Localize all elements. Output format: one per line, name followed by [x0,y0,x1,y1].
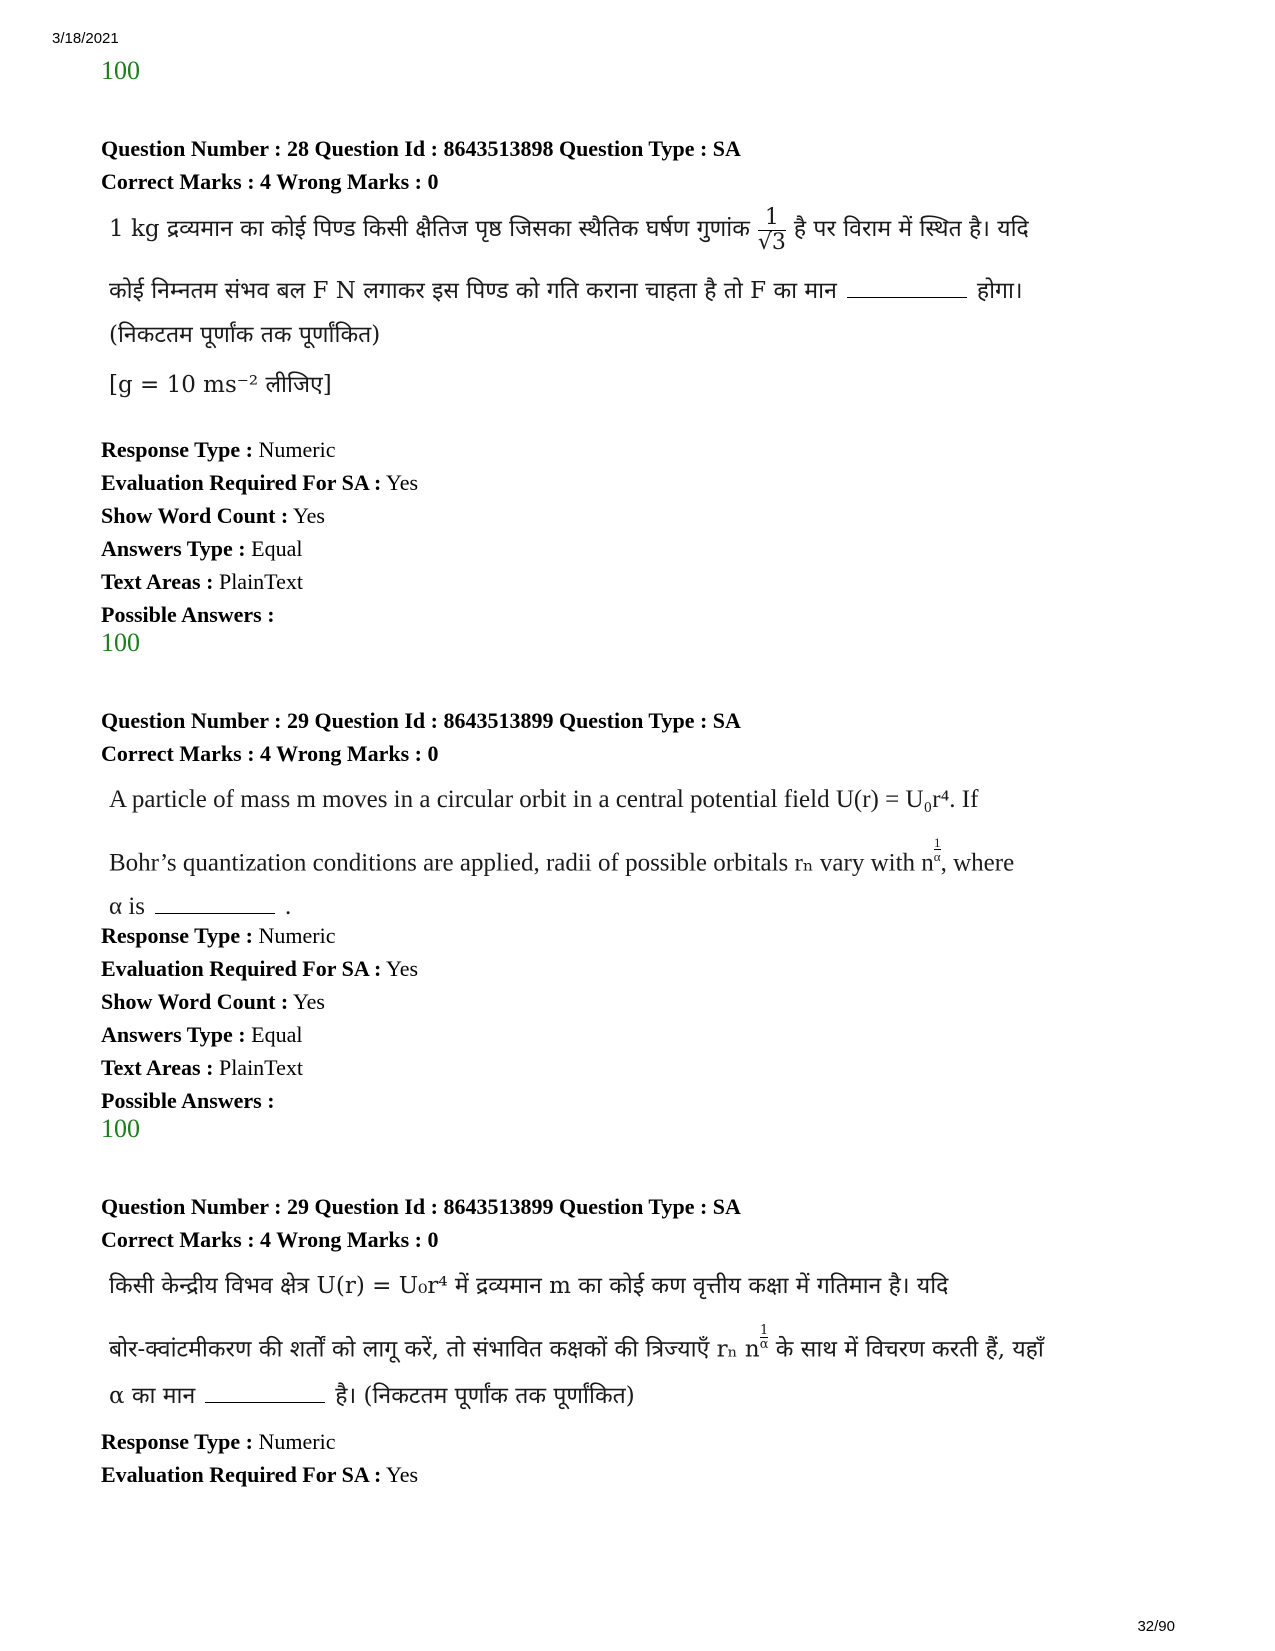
question-29-hi-meta: Response Type : Numeric Evaluation Required For SA : Yes [101,1429,419,1487]
answer-blank [847,296,967,298]
question-header: Question Number : 28 Question Id : 8643513898 Question Type : SA [101,136,741,161]
question-29-en [101,704,1181,927]
question-text: किसी केन्द्रीय विभव क्षेत्र U(r) = U₀r⁴ में द्रव्यमान m का कोई कण वृत्तीय कक्षा में गतिमान है। यदि बोर-क्वांटमीकरण की शर्तों को लागू करें, तो संभावित कक्षकों की त्रिज्याएँ rₙ n $\frac{1}{\alpha}$ के साथ में विचरण करती हैं, यहाँ α का मान है। (निकटतम पूर्णांक तक पूर्णांकित) [109,1273,1044,1409]
question-28-meta: Response Type : Numeric Evaluation Required For SA : Yes Show Word Count : Yes Answers Type : Equal Text Areas : PlainText Possible Answers : [101,437,419,627]
question-text: A particle of mass m moves in a circular orbit in a central potential field U(r) = U₀r⁴. If Bohr’s quantization conditions are applied, radii of possible orbitals rₙ vary with n $\frac{1}{\alpha}$ , where α is . [109,786,1015,921]
possible-answer-value: 100 [101,628,140,657]
question-29-hi [101,1190,1181,1418]
fraction: $\frac{1}{√3}$ [757,204,786,255]
page-date: 3/18/2021 [52,30,119,47]
exponent-fraction: $\frac{1}{\alpha}$ [933,835,941,864]
question-header: Question Number : 29 Question Id : 8643513899 Question Type : SA [101,1194,741,1219]
page-number: 32/90 [1137,1618,1175,1635]
question-28 [101,132,1181,407]
answer-blank [155,912,275,914]
question-text: 1 kg द्रव्यमान का कोई पिण्ड किसी क्षैतिज पृष्ठ जिसका स्थैतिक घर्षण गुणांक $\frac{1}{√3}$ है पर विराम में स्थित है। यदि कोई निम्नतम संभव बल F N लगाकर इस पिण्ड को गति कराना चाहता है तो F का मान होगा। (निकटतम पूर्णांक तक पूर्णांकित) [g = 10 ms⁻² लीजिए] [109,204,1029,398]
answer-blank [205,1401,325,1403]
possible-answer-value: 100 [101,1114,140,1143]
marks-line: Correct Marks : 4 Wrong Marks : 0 [101,741,439,766]
marks-line: Correct Marks : 4 Wrong Marks : 0 [101,169,439,194]
exponent-fraction: $\frac{1}{\alpha}$ [759,1323,769,1352]
possible-answer-value: 100 [101,56,140,85]
marks-line: Correct Marks : 4 Wrong Marks : 0 [101,1227,439,1252]
question-29-en-meta: Response Type : Numeric Evaluation Required For SA : Yes Show Word Count : Yes Answers Type : Equal Text Areas : PlainText Possible Answers : [101,923,419,1113]
question-header: Question Number : 29 Question Id : 8643513899 Question Type : SA [101,708,741,733]
